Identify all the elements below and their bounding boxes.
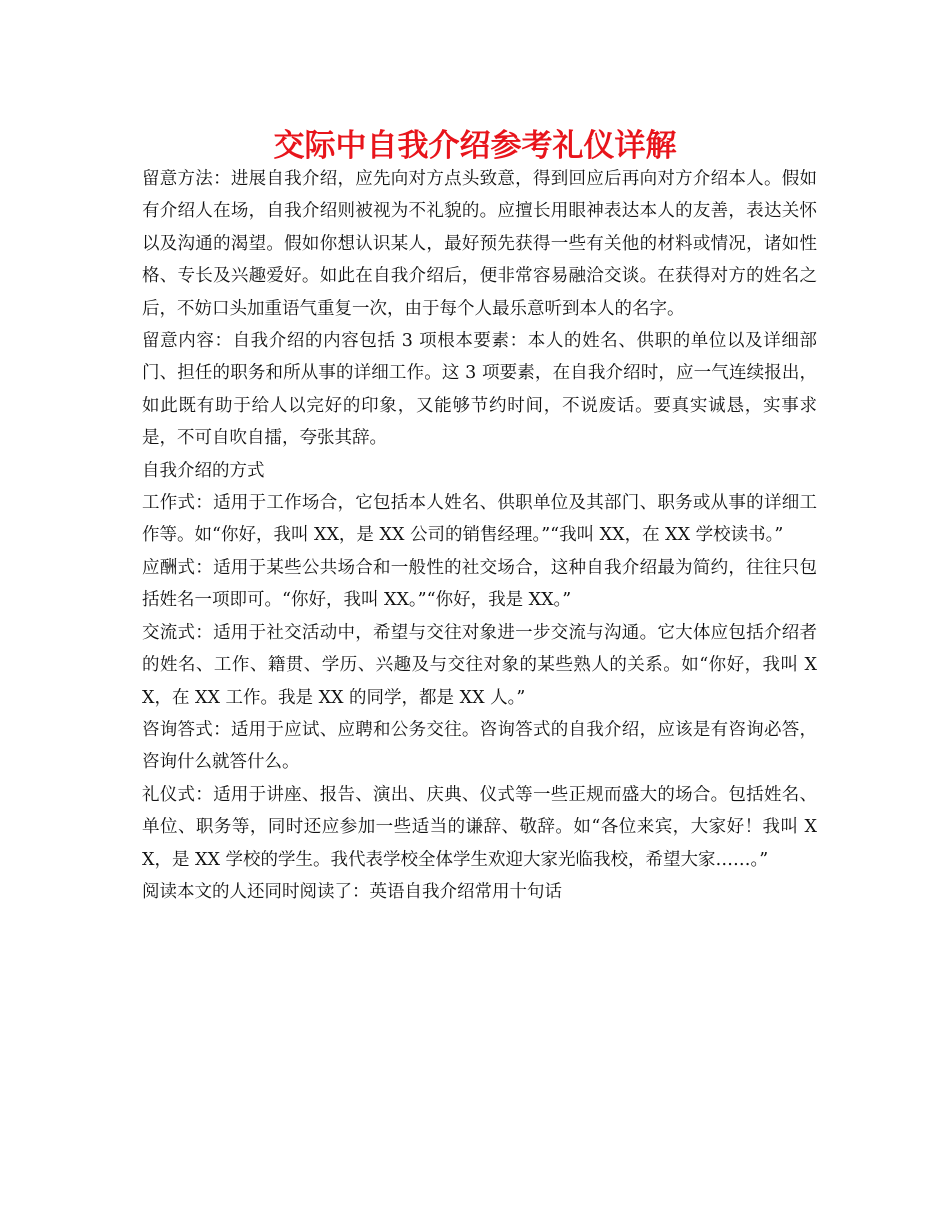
related-reading-line: 阅读本文的人还同时阅读了：英语自我介绍常用十句话 bbox=[142, 881, 562, 902]
document-title: 交际中自我介绍参考礼仪详解 bbox=[273, 128, 677, 164]
section-heading-methods: 自我介绍的方式 bbox=[142, 460, 265, 481]
paragraph-method: 留意方法：进展自我介绍，应先向对方点头致意，得到回应后再向对方介绍本人。假如有介绍人在场，自我介绍则被视为不礼貌的。应擅长用眼神表达本人的友善，表达关怀以及沟通的渴望。假如你想认识某人，最好预先获得一些有关他的材料或情况，诸如性格、专长及兴趣爱好。如此在自我介绍后，便非常容易融洽交谈。在获得对方的姓名之后，不妨口头加重语气重复一次，由于每个人最乐意听到本人的名字。 bbox=[142, 169, 817, 319]
paragraph-social-style: 应酬式：适用于某些公共场合和一般性的社交场合，这种自我介绍最为简约，往往只包括姓名一项即可。“你好，我叫 XX。”“你好，我是 XX。” bbox=[142, 557, 817, 611]
paragraph-exchange-style: 交流式：适用于社交活动中，希望与交往对象进一步交流与沟通。它大体应包括介绍者的姓名、工作、籍贯、学历、兴趣及与交往对象的某些熟人的关系。如“你好，我叫 XX，在 XX 工作。我是 XX 的同学，都是 XX 人。” bbox=[142, 622, 817, 708]
paragraph-qa-style: 咨询答式：适用于应试、应聘和公务交往。咨询答式的自我介绍，应该是有咨询必答，咨询什么就答什么。 bbox=[142, 719, 817, 773]
paragraph-ceremony-style: 礼仪式：适用于讲座、报告、演出、庆典、仪式等一些正规而盛大的场合。包括姓名、单位、职务等，同时还应参加一些适当的谦辞、敬辞。如“各位来宾，大家好！我叫 XX，是 XX 学校的学生。我代表学校全体学生欢迎大家光临我校，希望大家……。” bbox=[142, 784, 817, 870]
paragraph-work-style: 工作式：适用于工作场合，它包括本人姓名、供职单位及其部门、职务或从事的详细工作等。如“你好，我叫 XX，是 XX 公司的销售经理。”“我叫 XX，在 XX 学校读书。” bbox=[142, 493, 817, 546]
document-body bbox=[142, 163, 817, 908]
paragraph-content: 留意内容：自我介绍的内容包括 3 项根本要素：本人的姓名、供职的单位以及详细部门、担任的职务和所从事的详细工作。这 3 项要素，在自我介绍时，应一气连续报出，如此既有助于给人以完好的印象，又能够节约时间，不说废话。要真实诚恳，实事求是，不可自吹自擂，夸张其辞。 bbox=[142, 331, 817, 449]
